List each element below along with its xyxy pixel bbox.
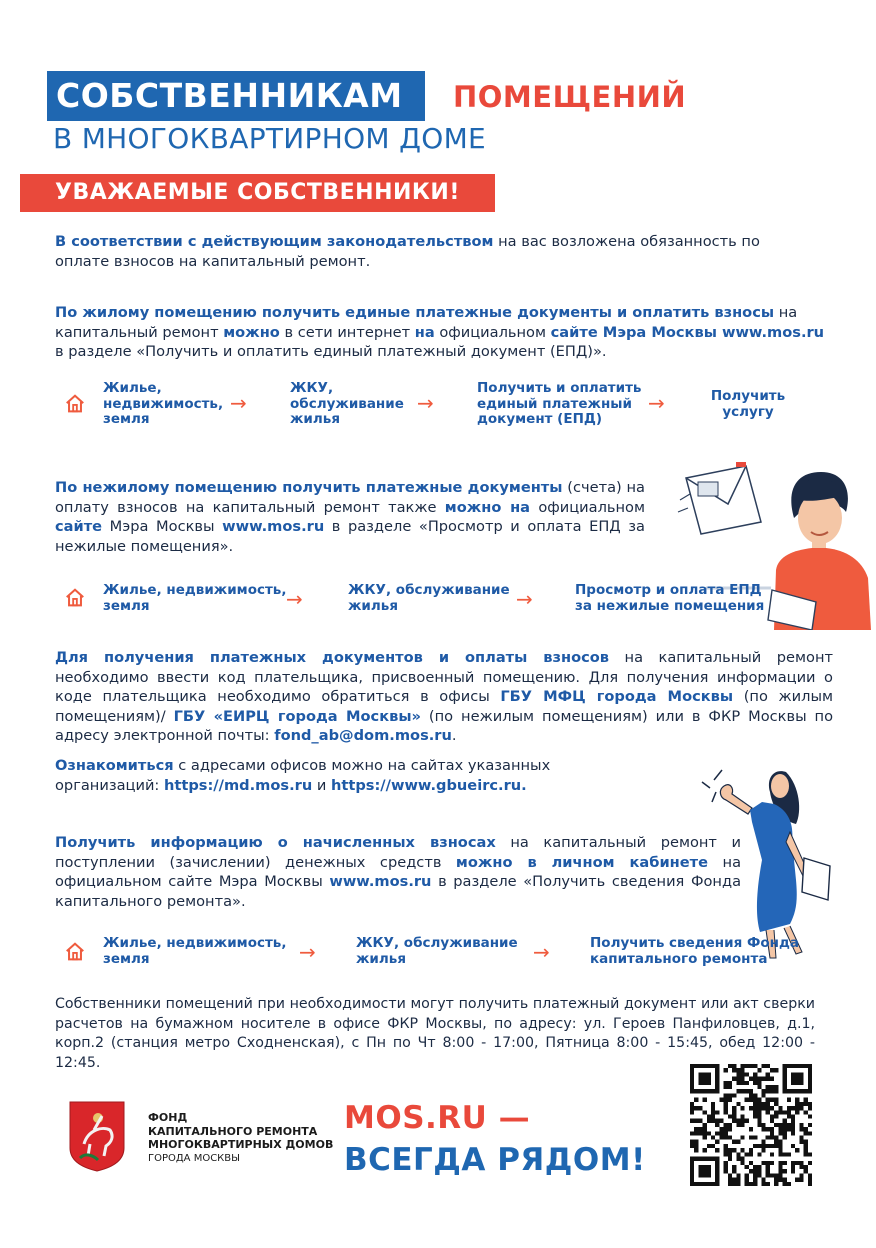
nonres-text-1: (счета) на оплату взносов на капитальный ремонт также	[55, 479, 645, 516]
payer-text-4: .	[451, 727, 457, 744]
payer-text-1: на капитальный ремонт необходимо ввести код плательщика, присвоенный помещению. Для получения информации о коде плательщика необходимо обратиться в офисы	[55, 649, 833, 705]
arrow-right-icon: →	[230, 391, 247, 415]
payer-bold-2: ГБУ МФЦ города Москвы	[500, 688, 734, 705]
fond-line-2: КАПИТАЛЬНОГО РЕМОНТА	[148, 1124, 318, 1138]
qr-code[interactable]	[690, 1064, 812, 1190]
addresses-link-2: https://www.gbueirc.ru.	[330, 776, 527, 794]
step-3-3: Получить сведения Фонда капитального ремонта	[590, 935, 799, 967]
residential-bold-4: сайте Мэра Москвы www.mos.ru	[550, 323, 825, 341]
nonres-bold-2: можно на	[444, 498, 531, 516]
step-1-4: Получить услугу	[710, 388, 786, 420]
fond-name	[148, 1111, 333, 1165]
step-2-2: ЖКУ, обслуживание жилья	[348, 582, 510, 614]
info-text-1: на капитальный ремонт и поступлении (зачислении) денежных средств	[55, 834, 741, 871]
info-bold-2: можно в личном кабинете	[455, 853, 709, 871]
title-red: ПОМЕЩЕНИЙ	[453, 80, 687, 114]
payer-text-3: (по нежилым помещениям) или в ФКР Москвы по адресу электронной почты:	[55, 707, 834, 744]
slogan-line-1: MOS.RU —	[344, 1100, 531, 1136]
payer-email: fond_ab@dom.mos.ru	[274, 727, 452, 744]
nonres-text-2: официальном	[530, 498, 645, 516]
step-1-3: Получить и оплатить единый платежный документ (ЕПД)	[477, 380, 642, 427]
addresses-text-2: и	[312, 776, 331, 794]
nonres-text-3: Мэра Москвы	[102, 518, 223, 535]
arrow-right-icon: →	[286, 587, 303, 611]
addresses-text-1: с адресами офисов можно на сайтах указанных организаций:	[55, 757, 551, 794]
payer-code-paragraph	[55, 648, 833, 746]
intro-text: на вас возложена обязанность по оплате взносов на капитальный ремонт.	[55, 233, 760, 270]
info-text-3: в разделе «Получить сведения Фонда капитального ремонта».	[55, 873, 742, 910]
residential-text-2: в сети интернет	[279, 323, 415, 341]
residential-paragraph	[55, 303, 835, 362]
intro-bold: В соответствии с действующим законодательством	[55, 233, 494, 250]
nonres-text-4: в разделе «Просмотр и оплата ЕПД за нежилые помещения».	[55, 518, 645, 555]
title-subtitle: В МНОГОКВАРТИРНОМ ДОМЕ	[53, 122, 487, 155]
residential-bold-3: на	[414, 323, 435, 341]
slogan-line-2: ВСЕГДА РЯДОМ!	[344, 1142, 646, 1178]
fond-line-1: ФОНД	[148, 1111, 188, 1124]
payer-text-2: (по жилым помещениям)/	[55, 688, 834, 725]
nonres-bold-1: По нежилому помещению получить платежные документы	[55, 479, 563, 496]
payer-bold-1: Для получения платежных документов и оплаты взносов	[55, 649, 610, 666]
home-icon	[64, 393, 86, 419]
residential-text-1: на капитальный ремонт	[55, 304, 798, 341]
info-text-2: на официальном сайте Мэра Москвы	[55, 853, 742, 890]
step-1-1: Жилье, недвижимость, земля	[103, 380, 224, 427]
title-highlight	[47, 71, 425, 121]
fond-line-4: ГОРОДА МОСКВЫ	[148, 1152, 240, 1164]
arrow-right-icon: →	[516, 587, 533, 611]
greeting-text: УВАЖАЕМЫЕ СОБСТВЕННИКИ!	[55, 180, 460, 205]
step-1-2: ЖКУ, обслуживание жилья	[290, 380, 404, 427]
info-paragraph	[55, 833, 741, 911]
fond-line-3: МНОГОКВАРТИРНЫХ ДОМОВ	[148, 1138, 334, 1151]
step-3-1: Жилье, недвижимость, земля	[103, 935, 287, 967]
nonres-bold-3: сайте	[55, 518, 103, 535]
residential-text-3: официальном	[434, 323, 551, 341]
addresses-bold-1: Ознакомиться	[55, 757, 174, 774]
arrow-right-icon: →	[299, 940, 316, 964]
addresses-paragraph	[55, 756, 625, 795]
arrow-right-icon: →	[648, 391, 665, 415]
payer-bold-3: ГБУ «ЕИРЦ города Москвы»	[173, 707, 421, 725]
home-icon	[64, 587, 86, 613]
title-main: СОБСТВЕННИКАМ	[56, 76, 403, 115]
arrow-right-icon: →	[417, 391, 434, 415]
residential-text-4: в разделе «Получить и оплатить единый платежный документ (ЕПД)».	[55, 343, 607, 360]
nonresidential-paragraph	[55, 478, 645, 556]
home-icon	[64, 941, 86, 967]
addresses-link-1: https://md.mos.ru	[164, 776, 313, 794]
step-3-2: ЖКУ, обслуживание жилья	[356, 935, 518, 967]
info-bold-1: Получить информацию о начисленных взносах	[55, 834, 496, 851]
greeting-banner	[20, 174, 495, 212]
paper-document-paragraph: Собственники помещений при необходимости могут получить платежный документ или акт сверки расчетов на бумажном носителе в офисе ФКР Москвы, по адресу: ул. Героев Панфиловцев, д.1, корп.2 (станция метро Сходненская), с Пн по Чт 8:00 - 17:00, Пятница 8:00 - 15:45, обед 12:00 - 12:45.	[55, 996, 815, 1071]
moscow-coat-of-arms	[68, 1100, 126, 1176]
residential-bold-2: можно	[223, 323, 280, 341]
arrow-right-icon: →	[533, 940, 550, 964]
residential-bold-1: По жилому помещению получить единые платежные документы и оплатить взносы	[55, 304, 775, 321]
step-2-1: Жилье, недвижимость, земля	[103, 582, 287, 614]
intro-paragraph	[55, 232, 815, 271]
nonres-bold-4: www.mos.ru	[222, 518, 325, 535]
info-bold-3: www.mos.ru	[329, 873, 432, 890]
step-2-3: Просмотр и оплата ЕПД за нежилые помещения	[575, 582, 765, 614]
